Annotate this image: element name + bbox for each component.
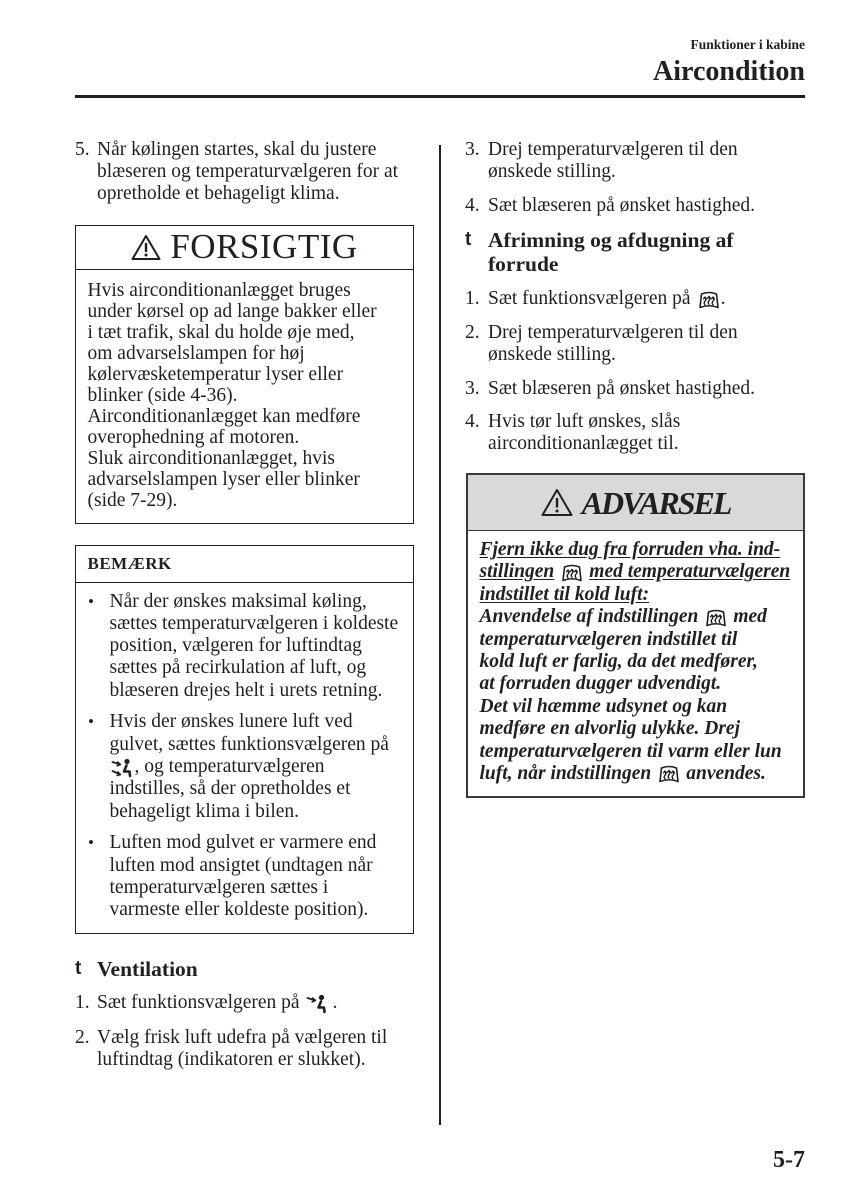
note-bullet-item: [76, 711, 413, 822]
windshield-defroster-icon: [657, 764, 681, 784]
step-text: .: [332, 992, 338, 1013]
step-line: Hvis tør luft ønskes, slås: [488, 411, 681, 432]
warning-body: [468, 531, 803, 785]
step-number: 4.: [465, 411, 480, 432]
column-divider: [439, 145, 441, 1125]
note-line: sættes på recirkulation af luft, og: [109, 657, 367, 679]
windshield-defroster-icon: [697, 290, 721, 310]
note-line: Når der ønskes maksimal køling,: [109, 590, 367, 612]
note-body: [76, 583, 413, 922]
warning-title: ADVARSEL: [581, 484, 731, 521]
bullet-marker: •: [88, 591, 94, 611]
note-line: temperaturvælgeren sættes i: [109, 877, 329, 899]
step-line: Sæt blæseren på ønsket hastighed.: [488, 378, 756, 399]
caution-line: kølervæsketemperatur lyser eller: [87, 363, 344, 385]
warning-box: [466, 473, 805, 798]
warning-line-text: med: [733, 606, 767, 628]
caution-line: om advarselslampen for høj: [87, 342, 305, 364]
warning-triangle-icon: [131, 234, 161, 261]
step-number: 1.: [75, 992, 90, 1013]
step-line: luftindtag (indikatoren er slukket).: [97, 1049, 366, 1070]
warning-triangle-icon: [541, 488, 573, 517]
ventilation-step-2: [75, 1027, 387, 1071]
header-rule: [75, 95, 805, 98]
note-title: BEMÆRK: [87, 553, 172, 573]
caution-box: [75, 225, 414, 524]
note-line: blæseren drejes helt i urets retning.: [109, 679, 383, 701]
warning-line: [480, 763, 804, 785]
section-label: Funktioner i kabine: [690, 37, 805, 52]
caution-line: advarselslampen lyser eller blinker: [87, 469, 360, 491]
warning-line-text: indstillet til kold luft:: [479, 583, 650, 605]
warning-line: [480, 606, 804, 628]
warning-header: [468, 475, 803, 531]
caution-header: [76, 226, 413, 270]
warning-line-text: Anvendelse af indstillingen: [479, 606, 699, 628]
defrost-step-3: [465, 378, 755, 400]
step-line: ønskede stilling.: [488, 161, 616, 182]
step-number: 4.: [465, 195, 480, 216]
section-marker: t: [465, 229, 472, 250]
note-line: sættes temperaturvælgeren i koldeste: [109, 612, 399, 634]
step-line: Drej temperaturvælgeren til den: [488, 322, 738, 343]
caution-body: [76, 270, 413, 512]
caution-line: (side 7-29).: [87, 490, 178, 512]
note-line: [110, 756, 414, 778]
step-line: [488, 288, 725, 310]
warning-line-text: Fjern ikke dug fra forruden vha. ind-: [479, 539, 781, 560]
warning-line: kold luft er farlig, da det medfører,: [479, 650, 758, 672]
defrost-step-2: [465, 322, 738, 366]
step-number: 3.: [465, 378, 480, 399]
bi-level-mode-icon: [110, 758, 134, 778]
note-header: [76, 546, 413, 583]
caution-line: i tæt trafik, skal du holde øje med,: [87, 321, 355, 343]
heading-text: Afrimning og afdugning af: [488, 228, 734, 252]
caution-line: blinker (side 4-36).: [87, 384, 238, 406]
step-number: 1.: [465, 288, 480, 309]
note-line: position, vælgeren for luftindtag: [109, 635, 362, 657]
step-number: 2.: [75, 1027, 90, 1048]
step-line: Vælg frisk luft udefra på vælgeren til: [97, 1027, 388, 1048]
step-line: [97, 992, 337, 1014]
defrost-step-1: [465, 288, 725, 310]
heading-text: forrude: [488, 252, 559, 276]
caution-line: Sluk airconditionanlægget, hvis: [87, 448, 336, 470]
warning-line: temperaturvælgeren til varm eller lun: [479, 740, 782, 762]
note-line: Hvis der ønskes lunere luft ved: [109, 711, 353, 733]
note-line: gulvet, sættes funktionsvælgeren på: [109, 733, 389, 755]
step-3: [465, 139, 738, 183]
windshield-defroster-icon: [560, 563, 584, 583]
ventilation-heading: [75, 957, 198, 981]
face-mode-icon: [306, 994, 328, 1014]
step-line: opretholde et behageligt klima.: [97, 183, 340, 204]
note-bullet-item: [76, 591, 413, 702]
bullet-marker: •: [88, 833, 94, 853]
heading-text: Ventilation: [97, 957, 198, 981]
warning-line-text: stillingen: [479, 561, 555, 583]
note-box: [75, 545, 414, 934]
defrost-step-4: [465, 411, 680, 455]
step-line: Sæt blæseren på ønsket hastighed.: [488, 195, 756, 216]
section-marker: t: [75, 958, 82, 979]
step-line: airconditionanlægget til.: [488, 433, 679, 454]
warning-line: temperaturvælgeren indstillet til: [479, 628, 738, 650]
caution-title: FORSIGTIG: [170, 227, 358, 267]
note-line-text: , og temperaturvælgeren: [134, 756, 325, 778]
warning-line: [480, 561, 804, 583]
step-line: Drej temperaturvælgeren til den: [488, 139, 738, 160]
windshield-defroster-icon: [704, 608, 728, 628]
warning-line: [480, 584, 804, 606]
step-text: .: [720, 288, 726, 309]
note-line: behageligt klima i bilen.: [109, 800, 300, 822]
defrost-heading: [465, 228, 734, 276]
step-number: 3.: [465, 139, 480, 160]
caution-line: Hvis airconditionanlægget bruges: [87, 279, 351, 301]
step-number: 2.: [465, 322, 480, 343]
caution-line: overophedning af motoren.: [87, 427, 300, 449]
step-number: 5.: [75, 139, 90, 160]
step-line: ønskede stilling.: [488, 344, 616, 365]
page-number: 5-7: [773, 1147, 805, 1173]
warning-line: [480, 539, 804, 561]
warning-line: at forruden dugger udvendigt.: [479, 673, 722, 695]
warning-line-text: med temperaturvælgeren: [589, 561, 791, 583]
note-bullet-item: [76, 832, 413, 921]
note-line: indstilles, så der opretholdes et: [109, 778, 351, 800]
step-4: [465, 195, 755, 217]
page-title: Aircondition: [653, 56, 805, 87]
note-line: luften mod ansigtet (undtagen når: [109, 854, 373, 876]
step-line: blæseren og temperaturvælgeren for at: [97, 161, 399, 182]
note-line: Luften mod gulvet er varmere end: [109, 832, 377, 854]
warning-line-text: luft, når indstillingen: [479, 762, 652, 784]
step-text: Sæt funktionsvælgeren på: [488, 288, 691, 309]
step-text: Sæt funktionsvælgeren på: [97, 992, 300, 1013]
caution-line: Airconditionanlægget kan medføre: [87, 406, 361, 428]
ventilation-step-1: [75, 992, 337, 1014]
note-line: varmeste eller koldeste position).: [109, 899, 369, 921]
step-5: [75, 139, 398, 205]
warning-line: Det vil hæmme udsynet og kan: [479, 695, 728, 717]
warning-line: medføre en alvorlig ulykke. Drej: [479, 718, 740, 740]
step-line: Når kølingen startes, skal du justere: [97, 139, 377, 160]
bullet-marker: •: [88, 712, 94, 732]
caution-line: under kørsel op ad lange bakker eller: [87, 300, 377, 322]
warning-line-text: anvendes.: [686, 762, 766, 784]
